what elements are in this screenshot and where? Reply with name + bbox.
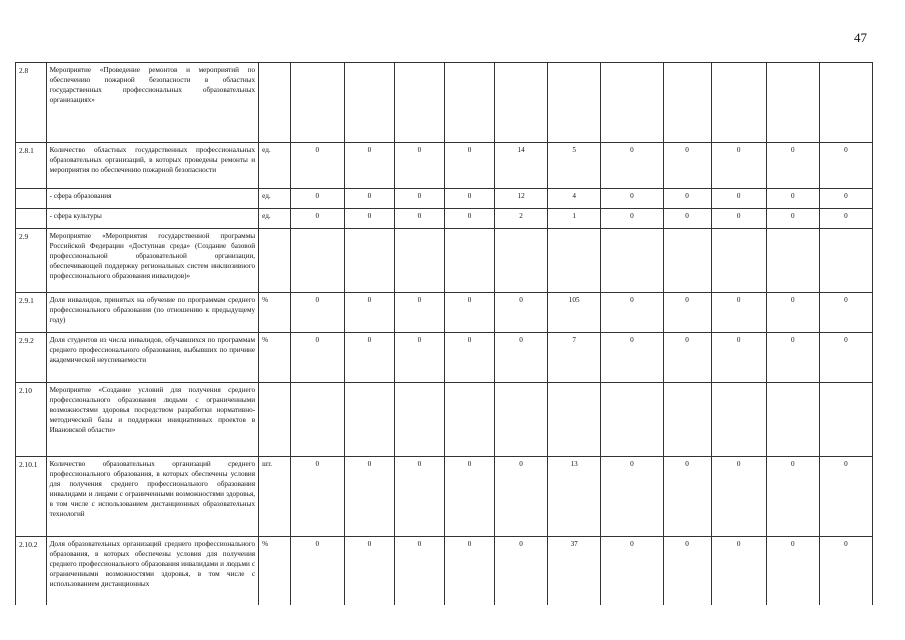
value-cell: 0 [601, 333, 663, 383]
value-cell: 0 [819, 209, 872, 229]
value-cell: 0 [495, 293, 548, 333]
value-cell: 0 [766, 143, 819, 189]
value-cell: 0 [394, 143, 444, 189]
row-number [16, 189, 47, 209]
value-cell: 0 [711, 293, 766, 333]
table-row [16, 293, 873, 333]
table-row [16, 333, 873, 383]
row-unit: % [259, 293, 291, 333]
value-cell [444, 383, 494, 457]
row-unit: ед. [259, 209, 291, 229]
value-cell: 0 [601, 457, 663, 537]
value-cell [663, 383, 711, 457]
value-cell: 5 [548, 143, 601, 189]
value-cell: 0 [766, 333, 819, 383]
value-cell: 0 [444, 457, 494, 537]
value-cell: 0 [819, 457, 872, 537]
value-cell [601, 63, 663, 143]
value-cell: 0 [290, 189, 344, 209]
value-cell: 0 [495, 333, 548, 383]
value-cell: 0 [290, 333, 344, 383]
value-cell: 0 [444, 293, 494, 333]
row-number: 2.10.1 [16, 457, 47, 537]
row-description: Доля студентов из числа инвалидов, обучавшихся по программам среднего профессионального образования, выбывших по причине академической неуспеваемости [46, 333, 258, 383]
value-cell: 0 [766, 189, 819, 209]
value-cell: 0 [766, 537, 819, 605]
row-number: 2.8.1 [16, 143, 47, 189]
table-row [16, 229, 873, 293]
value-cell [444, 63, 494, 143]
value-cell: 0 [290, 143, 344, 189]
row-number: 2.9 [16, 229, 47, 293]
value-cell [290, 383, 344, 457]
row-description: Доля инвалидов, принятых на обучение по программам среднего профессионального образования (по отношению к предыдущему году) [46, 293, 258, 333]
row-number: 2.9.2 [16, 333, 47, 383]
value-cell: 0 [663, 143, 711, 189]
table-row [16, 537, 873, 605]
value-cell [663, 229, 711, 293]
value-cell: 0 [819, 333, 872, 383]
value-cell [444, 229, 494, 293]
row-unit: шт. [259, 457, 291, 537]
table-row [16, 63, 873, 143]
value-cell [394, 63, 444, 143]
value-cell [766, 63, 819, 143]
value-cell [394, 229, 444, 293]
row-unit: % [259, 537, 291, 605]
row-description: - сфера культуры [46, 209, 258, 229]
row-description: Мероприятие «Мероприятия государственной программы Российской Федерации «Доступная среда» (Создание базовой профессиональной образовательной организации, обеспечивающей поддержку региональных систем инклюзивного профессионального образования инвалидов)» [46, 229, 258, 293]
value-cell: 0 [394, 537, 444, 605]
row-unit [259, 383, 291, 457]
table-row [16, 209, 873, 229]
value-cell: 0 [819, 537, 872, 605]
row-description: Количество областных государственных профессиональных образовательных организаций, в которых проведены ремонты и мероприятия по обеспечению пожарной безопасности [46, 143, 258, 189]
value-cell: 0 [444, 537, 494, 605]
value-cell [819, 383, 872, 457]
value-cell [601, 229, 663, 293]
value-cell: 0 [394, 189, 444, 209]
value-cell: 0 [766, 209, 819, 229]
value-cell [663, 63, 711, 143]
row-description: Доля образовательных организаций среднего профессионального образования, в которых обеспечены условия для получения среднего профессионального образования инвалидами и людьми с ограниченными возможностями здоровья, в том числе с использованием дистанционных [46, 537, 258, 605]
row-unit [259, 63, 291, 143]
row-unit: ед. [259, 189, 291, 209]
value-cell: 0 [663, 209, 711, 229]
value-cell: 0 [711, 209, 766, 229]
value-cell [711, 383, 766, 457]
table-row [16, 457, 873, 537]
table-row [16, 189, 873, 209]
value-cell [766, 229, 819, 293]
row-unit: ед. [259, 143, 291, 189]
value-cell [766, 383, 819, 457]
value-cell: 0 [495, 537, 548, 605]
value-cell [344, 229, 394, 293]
row-unit [259, 229, 291, 293]
value-cell: 0 [444, 143, 494, 189]
value-cell: 13 [548, 457, 601, 537]
value-cell: 0 [601, 537, 663, 605]
value-cell: 0 [663, 333, 711, 383]
row-description: Количество образовательных организаций среднего профессионального образования, в которых обеспечены условия для получения среднего профессионального образования инвалидами и лицами с ограниченными возможностями здоровья, в том числе с использованием дистанционных образовательных технологий [46, 457, 258, 537]
value-cell: 4 [548, 189, 601, 209]
value-cell: 0 [601, 209, 663, 229]
value-cell [711, 229, 766, 293]
value-cell: 0 [766, 457, 819, 537]
value-cell: 0 [819, 293, 872, 333]
value-cell: 0 [344, 189, 394, 209]
indicators-table [15, 62, 873, 605]
value-cell: 0 [711, 143, 766, 189]
value-cell [495, 383, 548, 457]
value-cell: 0 [601, 189, 663, 209]
value-cell: 0 [394, 457, 444, 537]
value-cell: 0 [344, 209, 394, 229]
value-cell [548, 383, 601, 457]
value-cell [711, 63, 766, 143]
value-cell: 0 [344, 143, 394, 189]
value-cell: 0 [290, 457, 344, 537]
value-cell: 0 [344, 457, 394, 537]
value-cell [394, 383, 444, 457]
value-cell [601, 383, 663, 457]
value-cell: 0 [394, 293, 444, 333]
value-cell: 1 [548, 209, 601, 229]
row-number: 2.10 [16, 383, 47, 457]
value-cell: 0 [444, 333, 494, 383]
row-description: Мероприятие «Создание условий для получения среднего профессионального образования людьми с ограниченными возможностями здоровья посредством разработки нормативно-методической базы и поддержки инициативных проектов в Ивановской области» [46, 383, 258, 457]
value-cell: 0 [819, 143, 872, 189]
value-cell [819, 63, 872, 143]
value-cell: 0 [495, 457, 548, 537]
value-cell: 0 [344, 293, 394, 333]
value-cell: 0 [663, 457, 711, 537]
value-cell [819, 229, 872, 293]
value-cell: 0 [444, 189, 494, 209]
value-cell: 0 [711, 457, 766, 537]
value-cell: 14 [495, 143, 548, 189]
value-cell: 2 [495, 209, 548, 229]
value-cell: 0 [819, 189, 872, 209]
row-number [16, 209, 47, 229]
value-cell: 0 [711, 189, 766, 209]
value-cell: 0 [663, 537, 711, 605]
row-description: - сфера образования [46, 189, 258, 209]
value-cell: 0 [601, 293, 663, 333]
value-cell: 0 [711, 537, 766, 605]
value-cell: 0 [290, 209, 344, 229]
value-cell [548, 63, 601, 143]
value-cell: 0 [394, 333, 444, 383]
row-unit: % [259, 333, 291, 383]
value-cell: 105 [548, 293, 601, 333]
value-cell [344, 383, 394, 457]
value-cell [290, 229, 344, 293]
row-number: 2.8 [16, 63, 47, 143]
value-cell [548, 229, 601, 293]
value-cell [290, 63, 344, 143]
table-row [16, 143, 873, 189]
value-cell [344, 63, 394, 143]
row-description: Мероприятие «Проведение ремонтов и мероприятий по обеспечению пожарной безопасности в областных государственных профессиональных образовательных организациях» [46, 63, 258, 143]
value-cell: 0 [601, 143, 663, 189]
value-cell: 37 [548, 537, 601, 605]
value-cell: 7 [548, 333, 601, 383]
value-cell [495, 63, 548, 143]
value-cell: 12 [495, 189, 548, 209]
value-cell: 0 [344, 333, 394, 383]
value-cell: 0 [290, 537, 344, 605]
row-number: 2.9.1 [16, 293, 47, 333]
value-cell [495, 229, 548, 293]
value-cell: 0 [290, 293, 344, 333]
value-cell: 0 [711, 333, 766, 383]
value-cell: 0 [344, 537, 394, 605]
value-cell: 0 [394, 209, 444, 229]
value-cell: 0 [766, 293, 819, 333]
table-row [16, 383, 873, 457]
row-number: 2.10.2 [16, 537, 47, 605]
value-cell: 0 [663, 293, 711, 333]
value-cell: 0 [663, 189, 711, 209]
value-cell: 0 [444, 209, 494, 229]
page-number: 47 [854, 30, 867, 45]
